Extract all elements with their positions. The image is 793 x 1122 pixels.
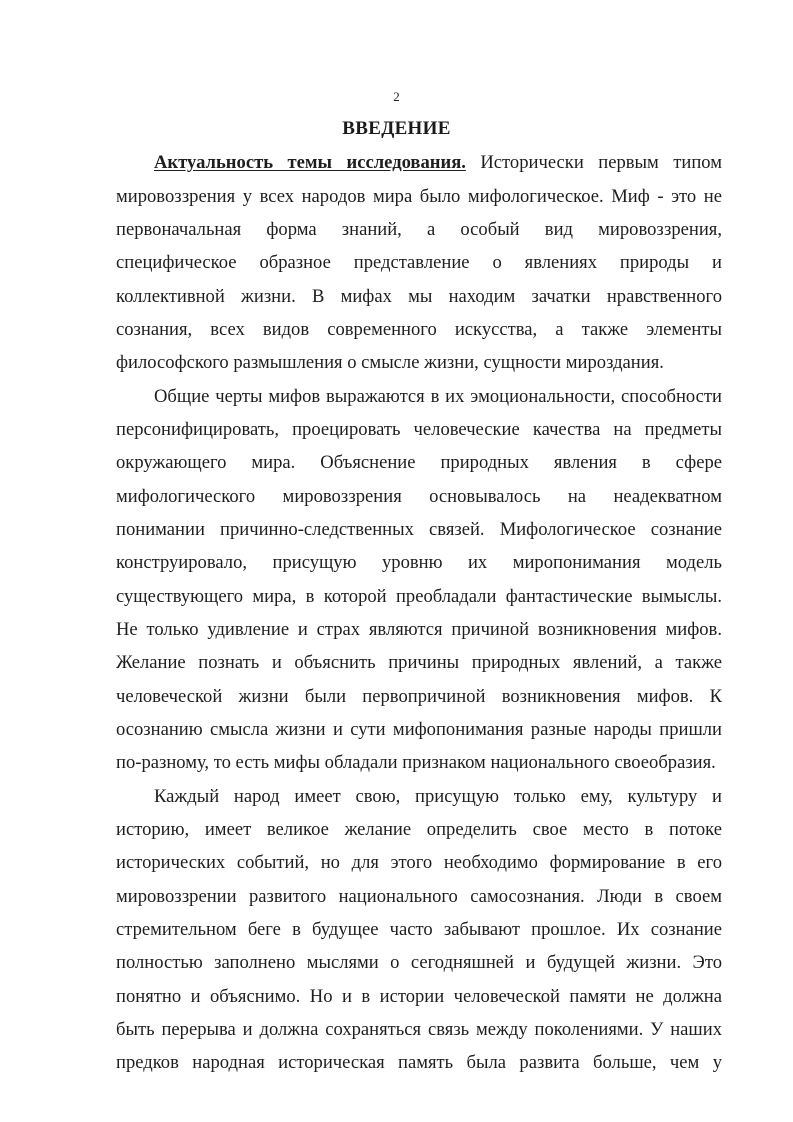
text-line (116, 519, 722, 541)
text-line (116, 252, 722, 274)
line-text: окружающего мира. Объяснение природных явления в сфере (116, 452, 722, 473)
line-text: Не только удивление и страх являются причиной возникновения мифов. (116, 619, 722, 640)
text-line (116, 719, 722, 741)
line-text: Общие черты мифов выражаются в их эмоциональности, способности (154, 386, 722, 407)
text-line (116, 486, 722, 508)
text-line (116, 352, 722, 374)
text-line (116, 219, 722, 241)
line-text: исторических событий, но для этого необходимо формирование в его (116, 852, 722, 873)
text-line (116, 419, 722, 441)
text-line (116, 452, 722, 474)
text-line (116, 1052, 722, 1074)
text-line (116, 286, 722, 308)
text-line (116, 686, 722, 708)
text-line (116, 952, 722, 974)
text-line (116, 652, 722, 674)
line-text: человеческой жизни были первопричиной возникновения мифов. К (116, 686, 722, 707)
line-text: осознанию смысла жизни и сути мифопонимания разные народы пришли (116, 719, 722, 740)
line-text: предков народная историческая память была развита больше, чем у (116, 1052, 722, 1073)
line-text: полностью заполнено мыслями о сегодняшней и будущей жизни. Это (116, 952, 722, 973)
line-text: философского размышления о смысле жизни, сущности мироздания. (116, 352, 664, 373)
text-line (116, 186, 722, 208)
text-line (116, 619, 722, 641)
line-text: конструировало, присущую уровню их миропонимания модель (116, 552, 722, 573)
text-line (154, 386, 722, 408)
line-text: персонифицировать, проецировать человеческие качества на предметы (116, 419, 722, 440)
text-line (116, 1019, 722, 1041)
line-text: мировоззрении развитого национального самосознания. Люди в своем (116, 886, 722, 907)
line-text: стремительном беге в будущее часто забывают прошлое. Их сознание (116, 919, 722, 940)
text-line (116, 752, 722, 774)
line-text: специфическое образное представление о явлениях природы и (116, 252, 722, 273)
line-text: понимании причинно-следственных связей. Мифологическое сознание (116, 519, 722, 540)
text-line (116, 852, 722, 874)
text-line (116, 586, 722, 608)
text-line (116, 552, 722, 574)
line-text: первоначальная форма знаний, а особый вид мировоззрения, (116, 219, 722, 240)
section-title: ВВЕДЕНИЕ (342, 118, 451, 139)
text-line (116, 319, 722, 341)
text-line (154, 786, 722, 808)
page-number: 2 (393, 89, 400, 104)
text-line (116, 819, 722, 841)
line-text: мировоззрения у всех народов мира было мифологическое. Миф - это не (116, 186, 722, 207)
text-line (116, 986, 722, 1008)
line-text: по-разному, то есть мифы обладали признаком национального своеобразия. (116, 752, 716, 773)
line-text: мифологического мировоззрения основывалось на неадекватном (116, 486, 722, 507)
text-line (154, 152, 722, 174)
line-text: Исторически первым типом (465, 152, 722, 173)
line-text: существующего мира, в которой преобладали фантастические вымыслы. (116, 586, 722, 607)
heading-emphasis: Актуальность темы исследования. (154, 152, 466, 173)
line-text: коллективной жизни. В мифах мы находим зачатки нравственного (116, 286, 722, 307)
text-line (116, 919, 722, 941)
line-text: историю, имеет великое желание определить свое место в потоке (116, 819, 722, 840)
line-text: Каждый народ имеет свою, присущую только ему, культуру и (154, 786, 722, 807)
text-line (116, 886, 722, 908)
line-text: Желание познать и объяснить причины природных явлений, а также (116, 652, 722, 673)
line-text: понятно и объяснимо. Но и в истории человеческой памяти не должна (116, 986, 722, 1007)
line-text: сознания, всех видов современного искусства, а также элементы (116, 319, 722, 340)
line-text: быть перерыва и должна сохраняться связь между поколениями. У наших (116, 1019, 722, 1040)
